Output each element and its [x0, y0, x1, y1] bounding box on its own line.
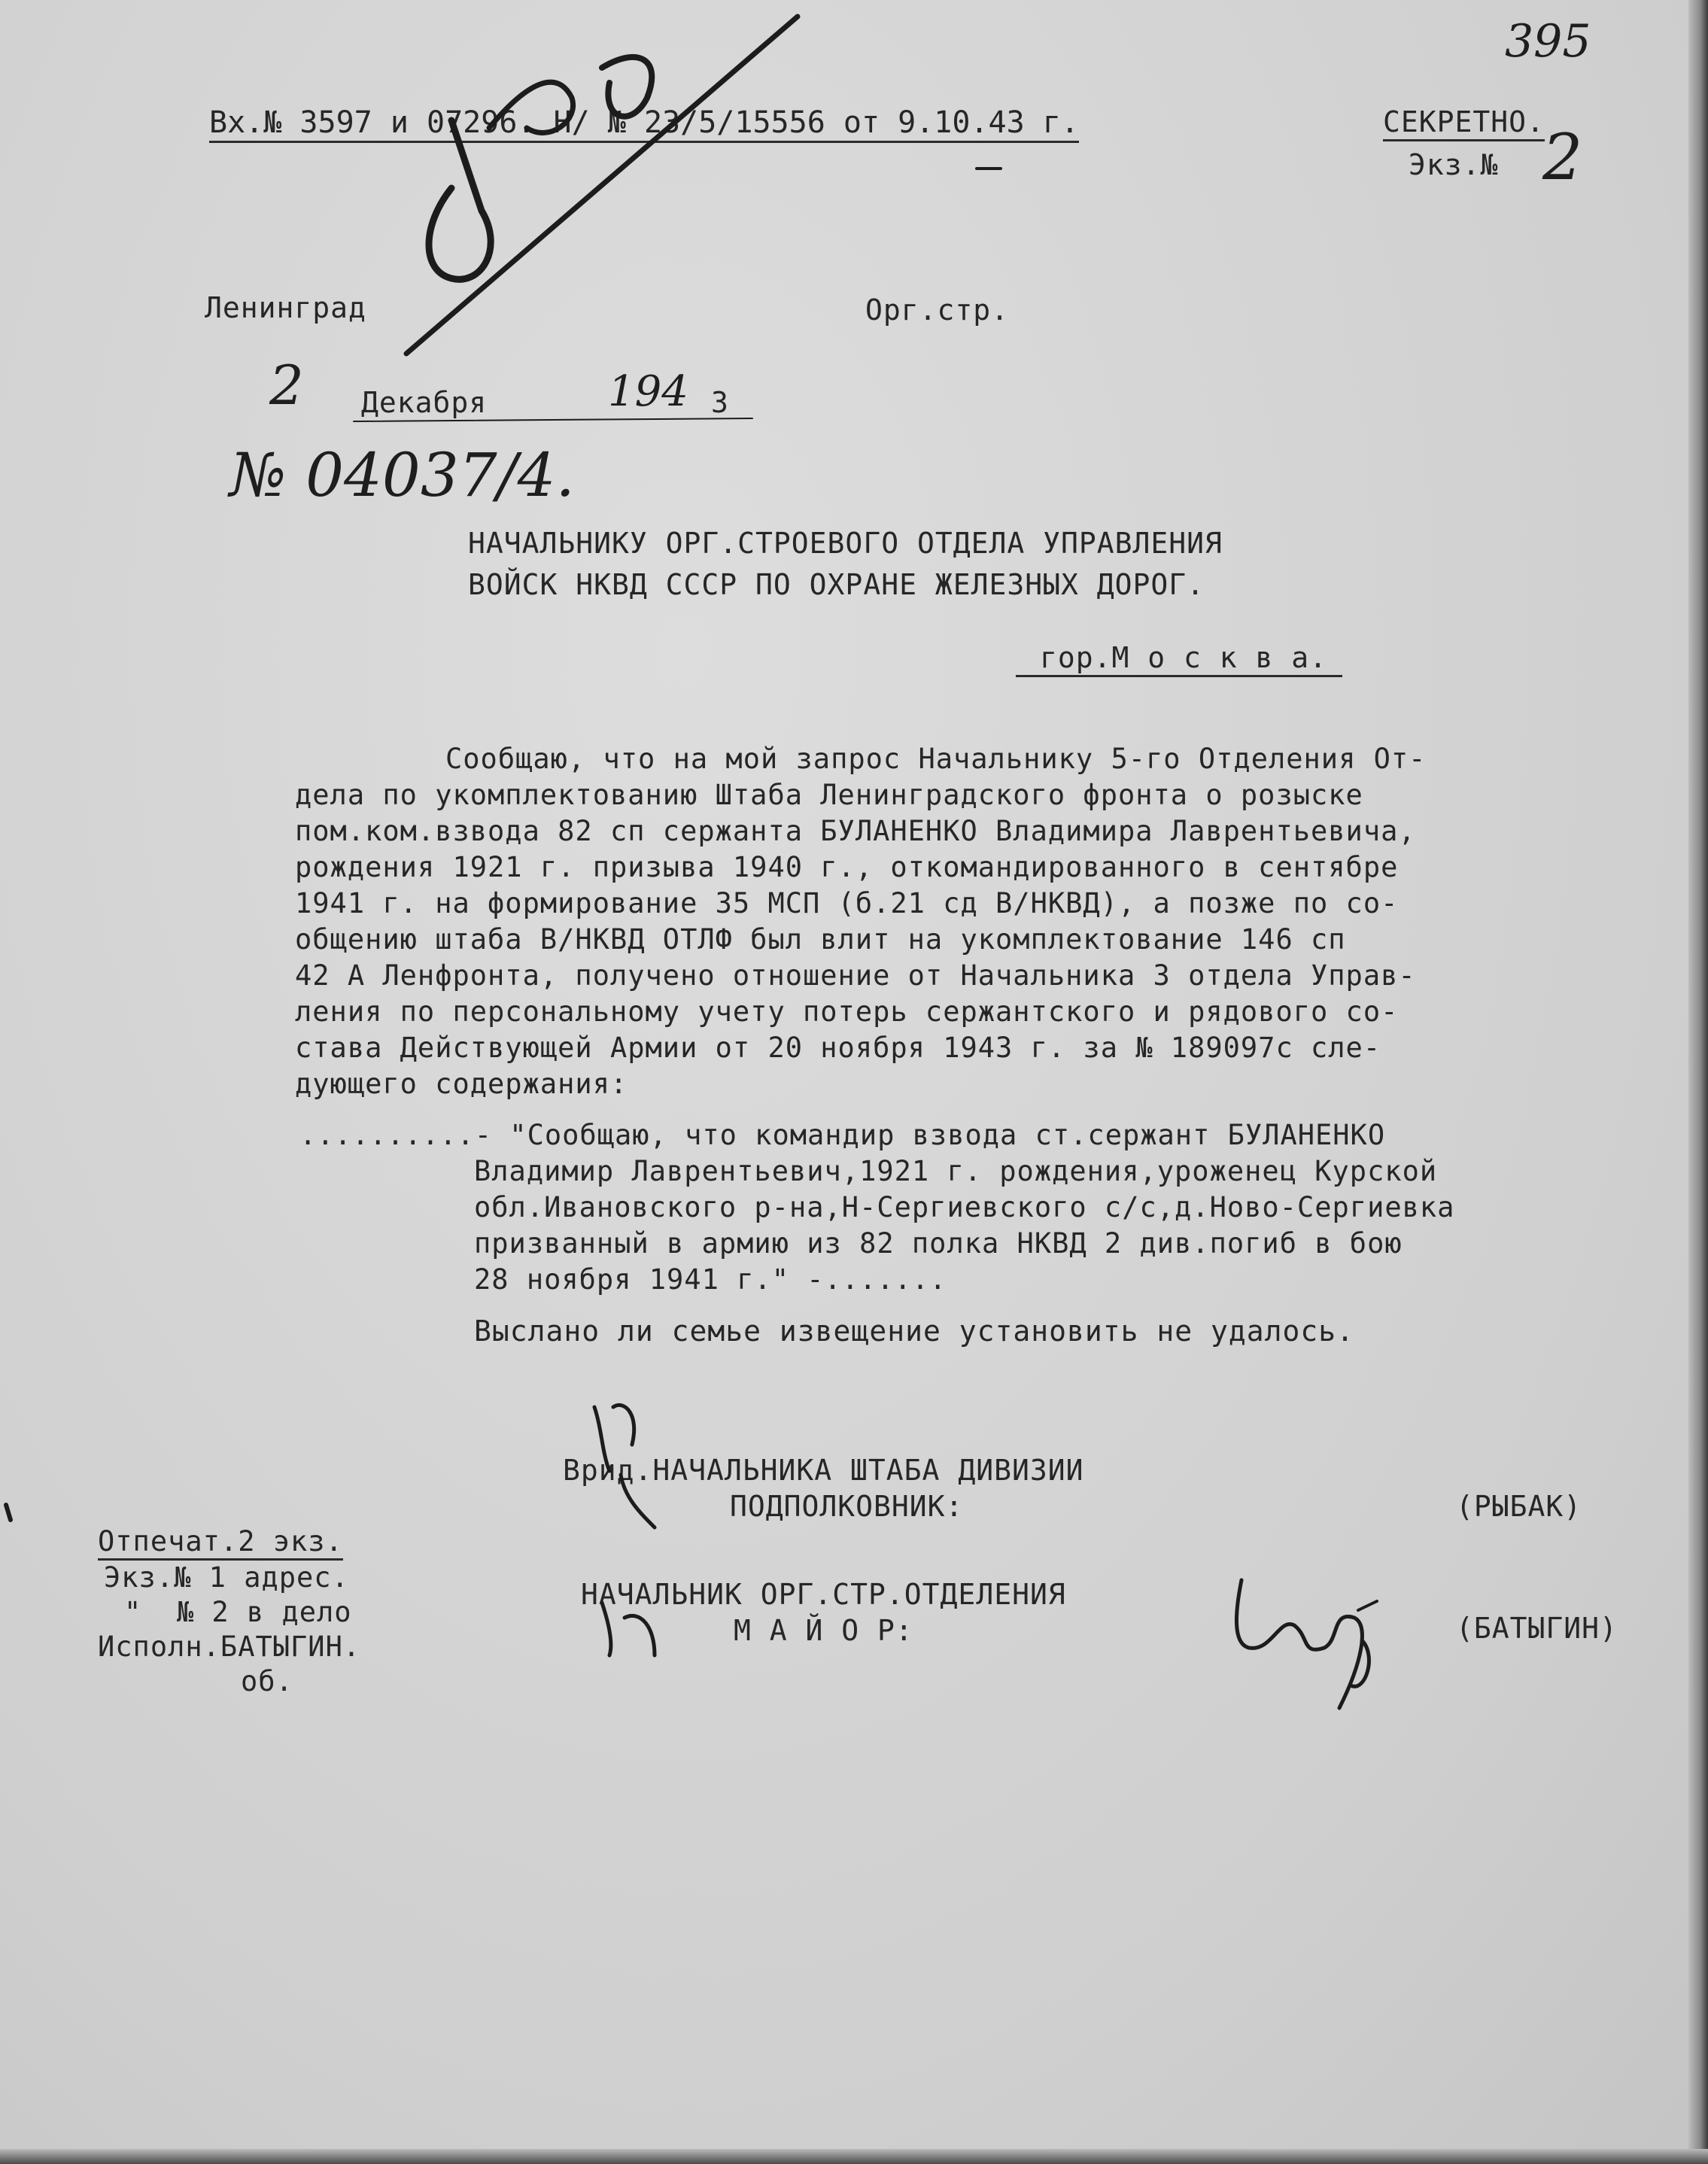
footer-line: Исполн.БАТЫГИН. — [98, 1631, 361, 1663]
dept-initials — [602, 1603, 655, 1655]
body-line: Сообщаю, что на мой запрос Начальнику 5-го Отделения От- — [445, 743, 1427, 775]
chief-title-line-2: ПОДПОЛКОВНИК: — [730, 1490, 964, 1523]
date-underline — [354, 418, 752, 421]
footer-line: Экз.№ 1 адрес. — [104, 1561, 349, 1594]
resolution-mark — [489, 82, 573, 132]
chief-initials — [594, 1405, 655, 1527]
city-leningrad: Ленинград — [205, 291, 366, 324]
dept-title-line-1: НАЧАЛЬНИК ОРГ.СТР.ОТДЕЛЕНИЯ — [581, 1578, 1066, 1611]
body-line: общению штаба В/НКВД ОТЛФ был влит на укомплектование 146 сп — [295, 923, 1346, 956]
date-year-handwritten: 194 — [608, 367, 688, 416]
secrecy-stamp: СЕКРЕТНО. — [1383, 108, 1545, 141]
footer-line: " № 2 в дело — [124, 1596, 352, 1628]
scan-right-edge — [1688, 0, 1708, 2164]
quote-line: обл.Ивановского р-на,Н-Сергиевского с/с,д.Ново-Сергиевка — [474, 1191, 1455, 1223]
quote-line: призванный в армию из 82 полка НКВД 2 див.погиб в бою — [474, 1227, 1403, 1260]
resolution-mark — [602, 57, 652, 117]
body-line: дела по укомплектованию Штаба Ленинградского фронта о розыске — [295, 779, 1363, 811]
body-line: 42 А Ленфронта, получено отношение от Начальника 3 отдела Управ- — [295, 959, 1416, 992]
body-line: пом.ком.взвода 82 сп сержанта БУЛАНЕНКО Владимира Лаврентьевича, — [295, 815, 1416, 847]
archive-page-number: 395 — [1505, 15, 1591, 68]
resolution-mark — [429, 120, 491, 279]
addressee-city: гор.М о с к в а. — [1016, 643, 1342, 677]
quote-line: 28 ноября 1941 г." -....... — [474, 1263, 947, 1296]
registration-line: Вх.№ 3597 и 07296. Н/ № 23/5/15556 от 9.10.43 г. — [209, 108, 1079, 143]
body-line: ления по персональному учету потерь сержантского и рядового со- — [295, 995, 1399, 1028]
addressee-line-2: ВОЙСК НКВД СССР ПО ОХРАНЕ ЖЕЛЕЗНЫХ ДОРОГ. — [468, 568, 1205, 601]
quote-line: Владимир Лаврентьевич,1921 г. рождения,уроженец Курской — [474, 1155, 1438, 1187]
chief-title-line-1: Врид.НАЧАЛЬНИКА ШТАБА ДИВИЗИИ — [563, 1454, 1084, 1487]
department-org-str: Орг.стр. — [865, 293, 1010, 327]
batygin-signature — [1358, 1601, 1377, 1610]
quote-line: ..........- "Сообщаю, что командир взвода ст.сержант БУЛАНЕНКО — [299, 1119, 1386, 1151]
outgoing-number-handwritten: № 04037/4. — [229, 440, 575, 510]
batygin-signature — [1236, 1580, 1369, 1708]
footer-line: Отпечат.2 экз. — [98, 1527, 343, 1561]
copy-number: 2 — [1542, 120, 1583, 194]
date-month: Декабря — [361, 386, 488, 419]
chief-name: (РЫБАК) — [1456, 1490, 1582, 1523]
dept-name: (БАТЫГИН) — [1456, 1612, 1618, 1645]
margin-mark — [6, 1505, 11, 1520]
body-line: става Действующей Армии от 20 ноября 1943 г. за № 189097с сле- — [295, 1032, 1381, 1064]
scan-bottom-edge — [0, 2149, 1708, 2164]
footer-line: об. — [241, 1665, 293, 1697]
date-day-handwritten: 2 — [269, 354, 304, 417]
copy-label: Экз.№ — [1409, 148, 1499, 181]
dept-title-line-2: М А Й О Р: — [734, 1614, 913, 1647]
final-statement: Выслано ли семье извещение установить не удалось. — [474, 1315, 1355, 1348]
body-line: 1941 г. на формирование 35 МСП (б.21 сд В/НКВД), а позже по со- — [295, 887, 1399, 919]
addressee-line-1: НАЧАЛЬНИКУ ОРГ.СТРОЕВОГО ОТДЕЛА УПРАВЛЕНИЯ — [468, 527, 1223, 560]
body-line: рождения 1921 г. призыва 1940 г., откомандированного в сентябре — [295, 851, 1399, 883]
date-year-typed: 3 — [711, 386, 729, 419]
body-line: дующего содержания: — [295, 1068, 628, 1100]
